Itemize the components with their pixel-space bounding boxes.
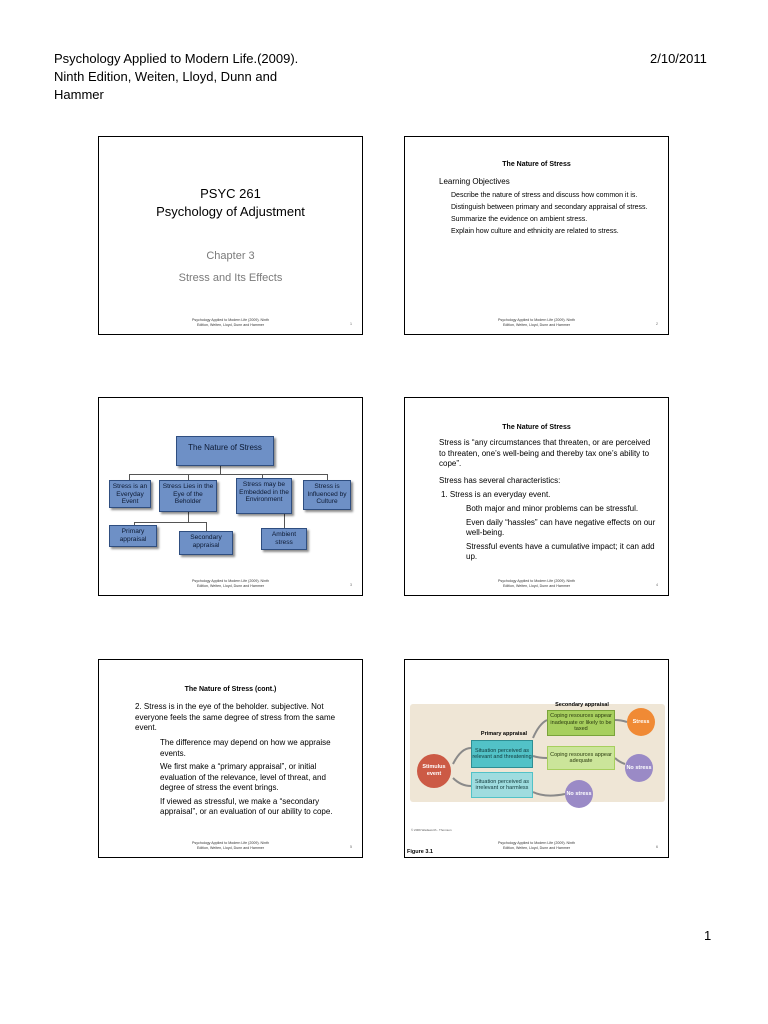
subpoint: The difference may depend on how we appraise events. [160,738,331,758]
slide-number: 4 [656,583,658,587]
connector [206,522,207,531]
slide-number: 3 [350,583,352,587]
slide-number: 6 [656,845,658,849]
slide-footer: Psychology Applied to Modern Life (2009). Ninth Edition, Weiten, Lloyd, Dunn and Hammer [498,318,575,327]
document-date: 2/10/2011 [650,51,707,66]
diagram-node-primary-appraisal: Primary appraisal [109,525,157,547]
stress-outcome-node: Stress [627,708,655,736]
slide-footer: Psychology Applied to Modern Life (2009). Ninth Edition, Weiten, Lloyd, Dunn and Hammer [498,579,575,588]
slide-1-title [99,185,362,221]
diagram-node-culture: Stress is Influenced by Culture [303,480,351,510]
perceived-threat-box: Situation perceived as relevant and threatening [471,740,533,768]
course-code: PSYC 261 [200,186,261,201]
diagram-root-box: The Nature of Stress [176,436,274,466]
slide-2 [404,136,669,335]
connector [134,522,207,523]
slide-3 [98,397,363,596]
slide-footer: Psychology Applied to Modern Life (2009). Ninth Edition, Weiten, Lloyd, Dunn and Hammer [192,318,269,327]
slide-footer: Psychology Applied to Modern Life (2009). Ninth Edition, Weiten, Lloyd, Dunn and Hammer [498,841,575,850]
subpoint: Even daily “hassles” can have negative effects on our well-being. [466,517,656,537]
no-stress-outcome-node: No stress [625,754,653,782]
no-stress-outcome-node: No stress [565,780,593,808]
slide-number: 1 [350,322,352,326]
connector [220,466,221,474]
point-2-subitems [160,738,350,818]
connector [284,514,285,528]
point-everyday-event: 1. Stress is an everyday event. [441,490,551,499]
document-citation [54,50,354,104]
slide-5-title: The Nature of Stress (cont.) [184,686,277,693]
objective-item: Explain how culture and ethnicity are related to stress. [451,228,619,235]
diagram-node-everyday-event: Stress is an Everyday Event [109,480,151,508]
slide-2-title: The Nature of Stress [502,161,571,168]
slide-number: 5 [350,845,352,849]
citation-line-2: Ninth Edition, Weiten, Lloyd, Dunn and [54,69,278,84]
subpoint: Both major and minor problems can be stressful. [466,504,639,513]
subpoint: We first make a “primary appraisal”, or initial evaluation of the relevance, level of threat, and degree of stress the event brings. [160,762,326,792]
diagram-node-ambient-stress: Ambient stress [261,528,307,550]
diagram-node-secondary-appraisal: Secondary appraisal [179,531,233,555]
figure-copyright: © 2009 Wadsworth - Thomson [411,828,452,832]
point-eye-of-beholder: 2. Stress is in the eye of the beholder. subjective. Not everyone feels the same degree of stress from the same event. [135,702,336,732]
perceived-harmless-box: Situation perceived as irrelevant or harmless [471,772,533,798]
slide-1-subtitle [99,245,362,289]
stimulus-event-node: Stimulus event [417,754,451,788]
subpoint: Stressful events have a cumulative impact; it can add up. [466,541,655,561]
connector [129,474,327,475]
slide-footer: Psychology Applied to Modern Life (2009). Ninth Edition, Weiten, Lloyd, Dunn and Hammer [192,579,269,588]
objective-item: Distinguish between primary and secondary appraisal of stress. [451,204,648,211]
secondary-appraisal-label: Secondary appraisal [555,702,609,708]
connector [188,512,189,522]
slide-5 [98,659,363,858]
stress-definition: Stress is “any circumstances that threaten, or are perceived to threaten, one’s well-being and thereby tax one’s ability to cope”. [439,438,651,468]
characteristics-heading: Stress has several characteristics: [439,476,561,485]
learning-objectives-heading: Learning Objectives [439,177,510,186]
subpoint: If viewed as stressful, we make a “secondary appraisal”, or an evaluation of our ability to cope. [160,796,333,816]
slide-footer: Psychology Applied to Modern Life (2009). Ninth Edition, Weiten, Lloyd, Dunn and Hammer [192,841,269,850]
objectives-list [451,191,651,236]
chapter-label: Chapter 3 [206,250,255,262]
diagram-node-eye-of-beholder: Stress Lies in the Eye of the Beholder [159,480,217,512]
point-1-subitems [466,504,658,563]
primary-appraisal-label: Primary appraisal [480,731,528,737]
slide-4 [404,397,669,596]
coping-adequate-box: Coping resources appear adequate [547,746,615,770]
coping-inadequate-box: Coping resources appear inadequate or likely to be taxed [547,710,615,736]
slide-1 [98,136,363,335]
course-name: Psychology of Adjustment [156,204,305,219]
figure-caption: Figure 3.1 [407,849,433,855]
slide-4-title: The Nature of Stress [502,424,571,431]
diagram-node-environment: Stress may be Embedded in the Environment [236,478,292,514]
slide-6 [404,659,669,858]
page-number: 1 [704,928,712,943]
objective-item: Describe the nature of stress and discuss how common it is. [451,192,638,199]
citation-line-3: Hammer [54,87,104,102]
chapter-title: Stress and Its Effects [178,272,283,284]
citation-line-1: Psychology Applied to Modern Life.(2009). [54,51,299,66]
objective-item: Summarize the evidence on ambient stress. [451,216,588,223]
slide-number: 2 [656,322,658,326]
